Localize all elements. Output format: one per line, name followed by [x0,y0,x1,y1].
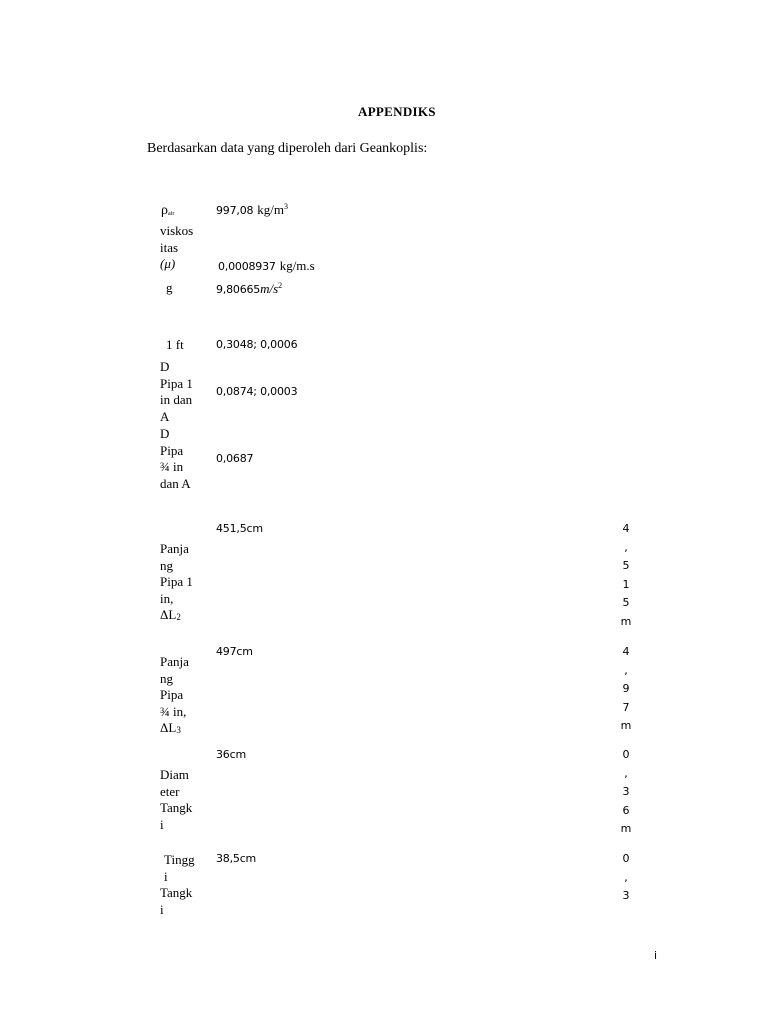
length-34in-vertical: 4 , 9 7 m [620,645,632,733]
gravity-label: g [166,280,173,295]
tank-diameter-label: Diam eter Tangk i [160,767,193,832]
viscosity-value: 0,0008937 kg/m.s [218,258,315,273]
length-1in-label: Panja ng Pipa 1 in, ΔL2 [160,541,193,622]
pipe-1in-label: D Pipa 1 in dan A [160,359,193,424]
rho-air-value: 997,08 $kg/m^3$ [216,202,289,217]
length-1in-vertical: 4 , 5 1 5 m [620,522,632,628]
foot-value: 0,3048; 0,0006 [216,338,298,351]
tank-height-vertical: 0 , 3 [622,852,630,903]
pipe-1in-value: 0,0874; 0,0003 [216,385,298,398]
rho-air-label: ρair [161,203,175,218]
length-34in-label: Panja ng Pipa ¾ in, ΔL3 [160,654,189,735]
length-34in-value: 497cm [216,645,253,658]
tank-height-value: 38,5cm [216,852,257,865]
tank-diameter-vertical: 0 , 3 6 m [620,748,632,836]
tank-height-label: Tingg i Tangk i [160,852,195,917]
page-title: APPENDIKS [358,104,436,119]
gravity-value: $9,80665m/s^2$ [216,281,283,296]
pipe-34in-label: D Pipa ¾ in dan A [160,426,191,491]
intro-text: Berdasarkan data yang diperoleh dari Geankoplis: [147,141,428,156]
viscosity-label: viskos itas (μ) [160,223,194,271]
foot-label: 1 ft [166,337,184,352]
length-1in-value: 451,5cm [216,522,263,535]
page-number: i [654,949,658,962]
tank-diameter-value: 36cm [216,748,246,761]
pipe-34in-value: 0,0687 [216,452,254,465]
